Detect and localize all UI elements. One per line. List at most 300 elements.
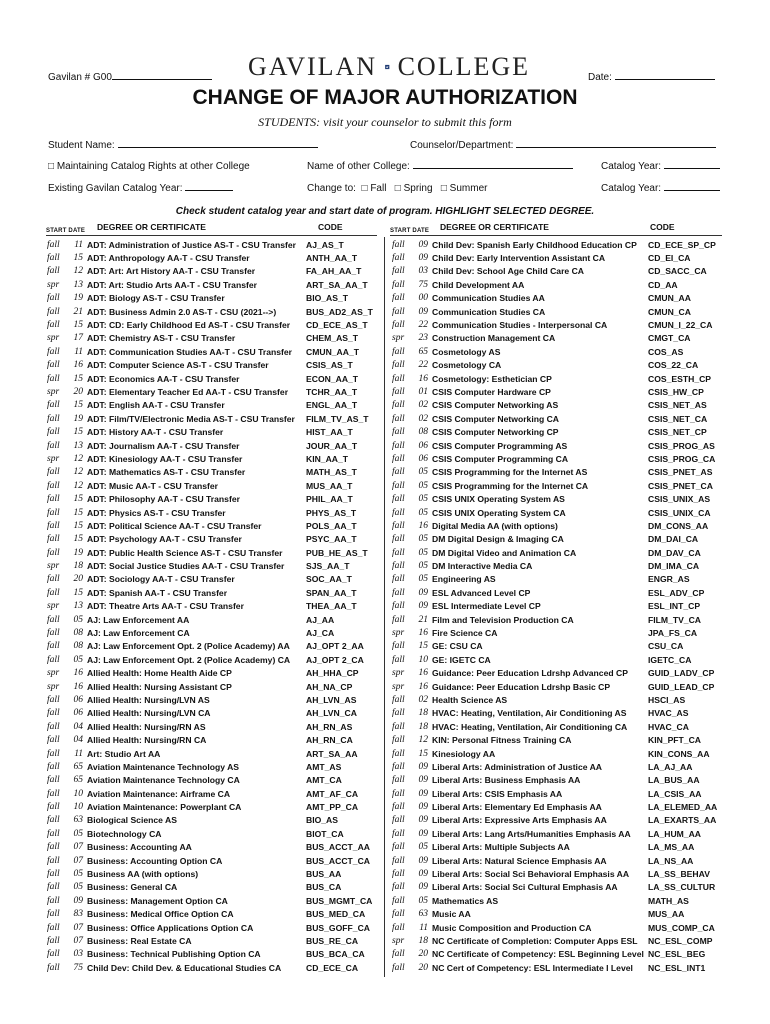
degree-code: CD_ECE_AS_T <box>306 320 368 331</box>
degree-code: LA_CSIS_AA <box>648 788 702 799</box>
start-year: 15 <box>73 400 83 411</box>
degree-name: Child Dev: Spanish Early Childhood Education CP <box>432 239 637 250</box>
degree-code: ECON_AA_T <box>306 373 359 384</box>
degree-name: CSIS Programming for the Internet AS <box>432 467 588 478</box>
table-row[interactable] <box>392 452 724 465</box>
table-row[interactable] <box>47 626 380 639</box>
start-year: 05 <box>73 869 83 880</box>
start-year: 09 <box>418 855 428 866</box>
start-term: fall <box>392 601 405 612</box>
table-row[interactable] <box>392 466 724 479</box>
start-year: 63 <box>418 909 428 920</box>
table-row[interactable] <box>47 519 380 532</box>
table-row[interactable] <box>392 707 724 720</box>
table-row[interactable] <box>392 533 724 546</box>
start-year: 05 <box>73 828 83 839</box>
degree-code: SOC_AA_T <box>306 574 352 585</box>
start-term: fall <box>392 413 405 424</box>
table-row[interactable] <box>392 519 724 532</box>
degree-name: ESL Intermediate Level CP <box>432 601 541 612</box>
start-term: fall <box>47 815 60 826</box>
start-term: fall <box>392 802 405 813</box>
table-row[interactable] <box>47 787 380 800</box>
start-term: fall <box>392 775 405 786</box>
start-term: fall <box>47 694 60 705</box>
degree-name: CSIS Computer Hardware CP <box>432 386 551 397</box>
table-row[interactable] <box>47 559 380 572</box>
degree-code: CMUN_CA <box>648 306 691 317</box>
table-row[interactable] <box>392 921 724 934</box>
degree-code: LA_SS_BEHAV <box>648 869 710 880</box>
degree-name: Biological Science AS <box>87 815 177 826</box>
degree-code: AJ_CA <box>306 628 335 639</box>
start-year: 09 <box>418 306 428 317</box>
other-college-field[interactable] <box>307 161 573 172</box>
degree-name: Biotechnology CA <box>87 828 162 839</box>
table-row[interactable] <box>392 412 724 425</box>
degree-code: LA_MS_AA <box>648 842 695 853</box>
start-term: fall <box>47 239 60 250</box>
change-to-label: Change to: <box>307 183 356 194</box>
start-term: fall <box>47 534 60 545</box>
start-year: 12 <box>73 467 83 478</box>
table-row[interactable] <box>392 399 724 412</box>
degree-code: KIN_CONS_AA <box>648 748 710 759</box>
table-row[interactable] <box>392 626 724 639</box>
degree-name: Child Dev: School Age Child Care CA <box>432 266 584 277</box>
degree-name: HVAC: Heating, Ventilation, Air Conditioning AS <box>432 708 627 719</box>
start-year: 16 <box>418 373 428 384</box>
degree-name: ADT: History AA-T - CSU Transfer <box>87 427 224 438</box>
degree-code: MUS_COMP_CA <box>648 922 715 933</box>
degree-code: FILM_TV_AS_T <box>306 413 369 424</box>
degree-code: CSIS_HW_CP <box>648 386 704 397</box>
table-row[interactable] <box>392 961 724 974</box>
table-row[interactable] <box>47 506 380 519</box>
degree-name: Business: Real Estate CA <box>87 936 192 946</box>
form-subtitle: STUDENTS: visit your counselor to submit this form <box>258 115 512 129</box>
right-degree-header: DEGREE OR CERTIFICATE <box>440 222 549 232</box>
start-year: 63 <box>73 815 83 826</box>
table-row[interactable] <box>47 345 380 358</box>
degree-name: Liberal Arts: CSIS Emphasis AA <box>432 788 563 799</box>
degree-name: DM Digital Design & Imaging CA <box>432 534 564 545</box>
table-row[interactable] <box>47 238 380 251</box>
table-row[interactable] <box>392 479 724 492</box>
degree-name: Mathematics AS <box>432 895 499 906</box>
start-term: fall <box>47 413 60 424</box>
start-term: fall <box>392 574 405 585</box>
existing-year-field[interactable] <box>48 183 233 194</box>
degree-code: AH_HHA_CP <box>306 668 359 679</box>
start-term: fall <box>47 855 60 866</box>
table-row[interactable] <box>392 265 724 278</box>
start-year: 09 <box>418 761 428 772</box>
start-year: 05 <box>418 467 428 478</box>
table-row[interactable] <box>47 305 380 318</box>
degree-code: BUS_MED_CA <box>306 909 366 920</box>
table-row[interactable] <box>47 425 380 438</box>
start-year: 15 <box>73 253 83 264</box>
table-row[interactable] <box>47 399 380 412</box>
degree-code: CSIS_AS_T <box>306 360 353 371</box>
start-term: fall <box>47 735 60 746</box>
table-row[interactable] <box>47 948 380 961</box>
start-term: fall <box>392 534 405 545</box>
table-row[interactable] <box>392 439 724 452</box>
degree-code: LA_ELEMED_AA <box>648 802 718 813</box>
table-row[interactable] <box>392 760 724 773</box>
table-row[interactable] <box>392 586 724 599</box>
table-row[interactable] <box>47 908 380 921</box>
degree-name: Child Dev: Child Dev. & Educational Studies CA <box>87 962 282 973</box>
table-row[interactable] <box>47 265 380 278</box>
degree-code: FILM_TV_CA <box>648 614 701 625</box>
table-row[interactable] <box>392 894 724 907</box>
table-row[interactable] <box>392 546 724 559</box>
degree-name: ADT: Biology AS-T - CSU Transfer <box>87 293 225 304</box>
table-row[interactable] <box>47 292 380 305</box>
start-term: fall <box>392 306 405 317</box>
table-row[interactable] <box>47 372 380 385</box>
start-year: 15 <box>73 507 83 518</box>
degree-code: CMUN_AA_T <box>306 346 359 357</box>
table-row[interactable] <box>392 600 724 613</box>
table-row[interactable] <box>47 961 380 974</box>
table-row[interactable] <box>47 733 380 746</box>
table-row[interactable] <box>47 774 380 787</box>
table-row[interactable] <box>392 948 724 961</box>
table-row[interactable] <box>392 359 724 372</box>
degree-name: ADT: Anthropology AA-T - CSU Transfer <box>87 253 250 264</box>
table-row[interactable] <box>47 934 380 947</box>
degree-name: GE: IGETC CA <box>432 654 491 665</box>
start-year: 20 <box>418 962 428 973</box>
start-year: 11 <box>74 748 83 759</box>
degree-code: CSIS_UNIX_CA <box>648 507 711 518</box>
start-year: 05 <box>418 842 428 853</box>
start-year: 09 <box>418 802 428 813</box>
start-year: 09 <box>73 895 83 906</box>
start-year: 16 <box>418 628 428 639</box>
start-term: fall <box>47 587 60 598</box>
degree-code: BUS_GOFF_CA <box>306 922 370 933</box>
degree-code: CSU_CA <box>648 641 684 652</box>
degree-code: CD_ECE_CA <box>306 962 359 973</box>
degree-code: POLS_AA_T <box>306 520 357 531</box>
table-row[interactable] <box>47 827 380 840</box>
start-term: fall <box>392 346 405 357</box>
table-row[interactable] <box>392 640 724 653</box>
start-year: 15 <box>418 641 428 652</box>
degree-code: PUB_HE_AS_T <box>306 547 368 558</box>
start-term: spr <box>392 936 405 946</box>
table-row[interactable] <box>392 251 724 264</box>
table-row[interactable] <box>47 251 380 264</box>
summer-checkbox[interactable]: □ Summer <box>440 183 488 194</box>
degree-code: COS_AS <box>648 346 684 357</box>
table-row[interactable] <box>392 841 724 854</box>
table-row[interactable] <box>47 533 380 546</box>
start-year: 09 <box>418 775 428 786</box>
start-year: 03 <box>418 266 428 277</box>
degree-code: JOUR_AA_T <box>306 440 358 451</box>
degree-name: CSIS Computer Networking AS <box>432 400 559 411</box>
degree-code: DM_DAV_CA <box>648 547 701 558</box>
degree-name: ADT: Music AA-T - CSU Transfer <box>87 480 218 491</box>
start-year: 05 <box>418 547 428 558</box>
start-term: spr <box>47 561 60 572</box>
start-term: fall <box>392 788 405 799</box>
degree-code: ENGL_AA_T <box>306 400 358 411</box>
right-divider <box>390 235 722 236</box>
start-year: 20 <box>418 949 428 960</box>
maintaining-rights-checkbox[interactable]: □ Maintaining Catalog Rights at other College <box>48 161 250 172</box>
table-row[interactable] <box>392 774 724 787</box>
start-year: 16 <box>418 681 428 692</box>
degree-code: AH_NA_CP <box>306 681 353 692</box>
table-row[interactable] <box>392 854 724 867</box>
student-name-field[interactable] <box>48 140 318 151</box>
start-year: 07 <box>73 842 83 853</box>
start-year: 22 <box>418 320 428 331</box>
catalog-year2-field[interactable] <box>601 183 720 194</box>
logo-text-left: GAVILAN <box>248 52 378 81</box>
table-row[interactable] <box>392 800 724 813</box>
left-code-header: CODE <box>318 222 343 232</box>
table-row[interactable] <box>392 238 724 251</box>
table-row[interactable] <box>47 653 380 666</box>
other-college-label: Name of other College: <box>307 161 410 172</box>
degree-name: ADT: Business Admin 2.0 AS-T - CSU (2021-->) <box>87 306 277 317</box>
start-year: 11 <box>74 239 83 250</box>
table-row[interactable] <box>392 693 724 706</box>
degree-code: CD_SACC_CA <box>648 266 707 277</box>
degree-name: CSIS Programming for the Internet CA <box>432 480 589 491</box>
start-term: fall <box>47 895 60 906</box>
table-row[interactable] <box>47 600 380 613</box>
start-term: fall <box>392 427 405 438</box>
degree-code: CMUN_AA <box>648 293 691 304</box>
table-row[interactable] <box>392 814 724 827</box>
degree-code: KIN_AA_T <box>306 453 349 464</box>
degree-name: Aviation Maintenance: Airframe CA <box>87 788 231 799</box>
table-row[interactable] <box>392 667 724 680</box>
degree-code: AJ_OPT 2_AA <box>306 641 364 652</box>
catalog-year-field[interactable] <box>601 161 720 172</box>
start-year: 09 <box>418 587 428 598</box>
table-row[interactable] <box>47 452 380 465</box>
table-row[interactable] <box>47 680 380 693</box>
start-term: fall <box>392 654 405 665</box>
gavilan-number-field[interactable] <box>48 72 212 83</box>
table-row[interactable] <box>47 707 380 720</box>
start-term: fall <box>47 761 60 772</box>
table-row[interactable] <box>392 372 724 385</box>
degree-name: NC Certificate of Competency: ESL Beginning Level <box>432 949 644 960</box>
table-row[interactable] <box>392 908 724 921</box>
degree-name: Business: Medical Office Option CA <box>87 909 234 920</box>
start-term: spr <box>47 453 60 464</box>
degree-name: ADT: Physics AS-T - CSU Transfer <box>87 507 226 518</box>
table-row[interactable] <box>392 881 724 894</box>
table-row[interactable] <box>392 385 724 398</box>
start-year: 06 <box>418 453 428 464</box>
table-row[interactable] <box>47 613 380 626</box>
counselor-field[interactable] <box>410 140 716 151</box>
table-row[interactable] <box>47 278 380 291</box>
table-row[interactable] <box>392 425 724 438</box>
table-row[interactable] <box>392 720 724 733</box>
table-row[interactable] <box>392 733 724 746</box>
table-row[interactable] <box>47 492 380 505</box>
table-row[interactable] <box>47 412 380 425</box>
degree-name: ADT: Social Justice Studies AA-T - CSU Transfer <box>87 561 285 572</box>
table-row[interactable] <box>47 881 380 894</box>
table-row[interactable] <box>47 385 380 398</box>
date-field[interactable] <box>588 72 715 83</box>
degree-name: Aviation Maintenance Technology CA <box>87 775 240 786</box>
table-row[interactable] <box>392 292 724 305</box>
degree-code: NC_ESL_COMP <box>648 936 713 946</box>
start-year: 12 <box>418 735 428 746</box>
table-row[interactable] <box>47 854 380 867</box>
degree-name: Construction Management CA <box>432 333 556 344</box>
start-term: fall <box>392 761 405 772</box>
table-row[interactable] <box>392 680 724 693</box>
table-row[interactable] <box>392 613 724 626</box>
degree-code: BUS_AD2_AS_T <box>306 306 373 317</box>
table-row[interactable] <box>392 827 724 840</box>
table-row[interactable] <box>392 573 724 586</box>
table-row[interactable] <box>47 318 380 331</box>
start-year: 16 <box>73 681 83 692</box>
degree-name: Engineering AS <box>432 574 496 585</box>
degree-code: AJ_AS_T <box>306 239 344 250</box>
table-row[interactable] <box>47 720 380 733</box>
start-term: fall <box>47 828 60 839</box>
fall-checkbox[interactable]: □ Fall <box>361 183 387 194</box>
date-label: Date: <box>588 72 612 83</box>
table-row[interactable] <box>47 573 380 586</box>
table-row[interactable] <box>47 894 380 907</box>
degree-code: KIN_PFT_CA <box>648 735 702 746</box>
start-year: 15 <box>73 427 83 438</box>
start-term: spr <box>392 668 405 679</box>
table-row[interactable] <box>392 506 724 519</box>
table-row[interactable] <box>392 653 724 666</box>
start-term: fall <box>47 494 60 505</box>
start-term: fall <box>392 547 405 558</box>
table-row[interactable] <box>47 841 380 854</box>
table-row[interactable] <box>392 559 724 572</box>
start-year: 05 <box>418 494 428 505</box>
degree-name: Business: Management Option CA <box>87 895 228 906</box>
table-row[interactable] <box>47 546 380 559</box>
table-row[interactable] <box>47 867 380 880</box>
table-row[interactable] <box>47 479 380 492</box>
start-year: 19 <box>73 413 83 424</box>
degree-code: PHYS_AS_T <box>306 507 357 518</box>
start-term: fall <box>47 547 60 558</box>
left-program-table <box>47 238 380 974</box>
degree-name: ADT: Film/TV/Electronic Media AS-T - CSU Transfer <box>87 413 295 424</box>
start-term: fall <box>392 641 405 652</box>
degree-code: AMT_AS <box>306 761 342 772</box>
table-row[interactable] <box>47 747 380 760</box>
table-row[interactable] <box>392 345 724 358</box>
start-year: 75 <box>73 962 83 973</box>
start-year: 07 <box>73 922 83 933</box>
degree-name: ADT: Spanish AA-T - CSU Transfer <box>87 587 228 598</box>
degree-name: Liberal Arts: Natural Science Emphasis AA <box>432 855 607 866</box>
start-year: 65 <box>418 346 428 357</box>
degree-name: ADT: English AA-T - CSU Transfer <box>87 400 225 411</box>
start-year: 09 <box>418 882 428 893</box>
start-term: fall <box>47 480 60 491</box>
table-row[interactable] <box>392 492 724 505</box>
degree-code: AH_LVN_CA <box>306 708 357 719</box>
start-year: 07 <box>73 936 83 946</box>
table-row[interactable] <box>392 787 724 800</box>
table-row[interactable] <box>392 934 724 947</box>
start-year: 15 <box>73 534 83 545</box>
start-year: 75 <box>418 279 428 290</box>
start-term: fall <box>392 842 405 853</box>
table-row[interactable] <box>47 640 380 653</box>
degree-code: CSIS_NET_CP <box>648 427 707 438</box>
degree-code: ART_SA_AA <box>306 748 358 759</box>
start-year: 18 <box>418 936 428 946</box>
table-row[interactable] <box>392 867 724 880</box>
start-term: fall <box>392 708 405 719</box>
table-row[interactable] <box>392 747 724 760</box>
table-row[interactable] <box>47 667 380 680</box>
table-row[interactable] <box>392 318 724 331</box>
start-year: 05 <box>418 574 428 585</box>
start-term: fall <box>47 842 60 853</box>
table-row[interactable] <box>47 760 380 773</box>
start-year: 13 <box>73 440 83 451</box>
table-row[interactable] <box>47 586 380 599</box>
table-row[interactable] <box>47 466 380 479</box>
table-row[interactable] <box>47 800 380 813</box>
degree-code: SJS_AA_T <box>306 561 350 572</box>
table-row[interactable] <box>47 921 380 934</box>
table-row[interactable] <box>47 359 380 372</box>
right-start-date-header: START DATE <box>390 228 430 234</box>
table-row[interactable] <box>47 332 380 345</box>
start-year: 17 <box>73 333 83 344</box>
start-term: spr <box>392 333 405 344</box>
start-year: 19 <box>73 293 83 304</box>
table-row[interactable] <box>392 332 724 345</box>
table-row[interactable] <box>392 278 724 291</box>
start-term: fall <box>47 802 60 813</box>
table-row[interactable] <box>47 693 380 706</box>
start-term: fall <box>47 266 60 277</box>
spring-checkbox[interactable]: □ Spring <box>394 183 433 194</box>
start-year: 09 <box>418 239 428 250</box>
table-row[interactable] <box>47 814 380 827</box>
table-row[interactable] <box>47 439 380 452</box>
start-term: fall <box>392 587 405 598</box>
start-term: fall <box>47 360 60 371</box>
start-year: 13 <box>73 279 83 290</box>
start-year: 01 <box>418 386 428 397</box>
table-row[interactable] <box>392 305 724 318</box>
degree-name: Aviation Maintenance: Powerplant CA <box>87 802 242 813</box>
